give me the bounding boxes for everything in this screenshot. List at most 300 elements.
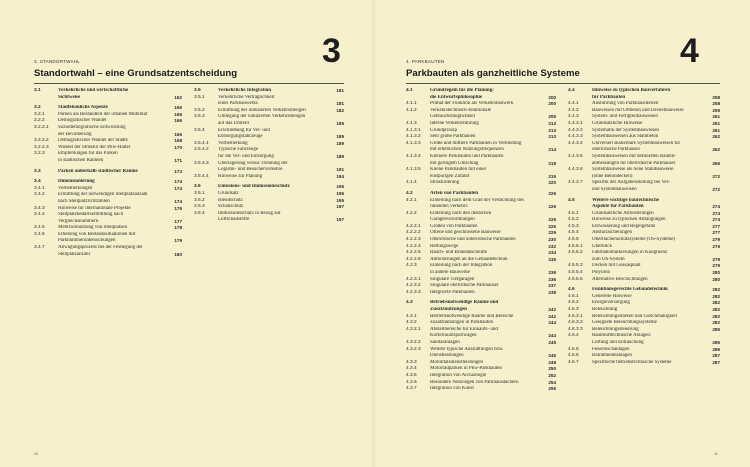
toc-entry-title: Logistik- und Besucherverkehre [218, 167, 283, 173]
toc-entry-number: 3.5.2 [194, 107, 205, 113]
toc-entry-title: Integration von Kunst [430, 386, 474, 392]
toc-entry-title: Garagenverordnungen [430, 217, 475, 223]
toc-entry-title: Polyurea [592, 270, 610, 276]
toc-entry-number: 4.1.3.4 [406, 153, 421, 159]
toc-entry-title: Vergleichsnummern [58, 218, 99, 224]
toc-entry-title: Singuläre Tiefgaragen [430, 276, 475, 282]
toc-entry [568, 270, 720, 277]
toc-entry-title: Lüftung und Entrauchung [592, 339, 644, 345]
toc-entry-title: abmessungen für oberirdische Parkhäuser [592, 160, 676, 166]
toc-entry [568, 224, 720, 231]
toc-entry-page: 229 [548, 230, 556, 236]
toc-entry [406, 353, 556, 360]
toc-entry-title: Verkehrliche Integration [218, 88, 272, 93]
toc-entry-title: Dienstleistungen [430, 353, 464, 359]
toc-entry [194, 147, 344, 154]
toc-entry-page: 248 [548, 359, 556, 365]
toc-entry-page: 168 [174, 138, 182, 144]
toc-entry-title: Ermittlung der induzierten Verkehrsmengen [218, 107, 306, 113]
toc-entry-number: 4.3 [406, 300, 413, 306]
toc-entry-title: Motorradparken in Pkw-Parkbauten [430, 366, 502, 372]
toc-entry-title: Verkehrstechnisch-funktionale [430, 107, 492, 113]
chapter-label: 4. PARKBAUTEN [406, 59, 445, 64]
toc-entry [34, 232, 182, 239]
toc-entry-page: 255 [548, 386, 556, 392]
toc-entry-number: 3.5.4.4 [194, 173, 209, 179]
toc-entry [194, 128, 344, 135]
toc-entry [406, 244, 556, 251]
right-page [378, 0, 750, 467]
toc-entry-page: 213 [548, 134, 556, 140]
toc-entry [568, 287, 720, 294]
toc-entry-title: Parknummeruntersuchungen [58, 238, 116, 244]
toc-entry [406, 174, 556, 181]
toc-entry [406, 340, 556, 347]
toc-entry-title: Universell skalierbare Systembauweisen für [592, 140, 681, 146]
toc-entry-page: 274 [712, 204, 720, 210]
toc-entry [34, 206, 182, 213]
toc-entry-title: oberirdische Parkhäuser [592, 147, 641, 153]
toc-entry-number: 4.5.5 [568, 237, 579, 243]
toc-entry [34, 145, 182, 152]
toc-entry [568, 161, 720, 168]
toc-entry-page: 272 [712, 173, 720, 179]
toc-entry-title: Parken außerhalb städtischer Räume [58, 168, 138, 174]
toc-entry-page: 277 [712, 223, 720, 229]
toc-entry [568, 174, 720, 181]
toc-entry-title: Grundsätzliche Hinweise [592, 120, 643, 126]
toc-entry-title: Dimensionierung [58, 179, 95, 185]
toc-entry [194, 114, 344, 121]
toc-entry-number: 3.6.3 [194, 204, 205, 210]
toc-entry-page: 274 [712, 217, 720, 223]
toc-entry-number: 4.2.3.2 [406, 283, 421, 289]
toc-entry-title: Entsorgungsfahrzeuge [218, 134, 263, 140]
toc-entry [568, 114, 720, 121]
toc-entry [568, 95, 720, 102]
toc-entry-title: Wandel der Struktur der Pkw-Halter [58, 144, 131, 150]
toc-entry-page: 206 [548, 114, 556, 120]
toc-entry-page: 250 [548, 366, 556, 372]
toc-entry [34, 169, 182, 176]
toc-entry-page: 220 [548, 180, 556, 186]
toc-entry-page: 165 [174, 105, 182, 111]
toc-entry-number: 4.2 [406, 190, 413, 196]
toc-entry-title: Offene und geschlossene Bauweise [430, 230, 501, 236]
toc-entry [194, 191, 344, 198]
toc-entry [406, 217, 556, 224]
toc-entry-number: 4.5 [568, 197, 575, 203]
toc-entry-title: Arten von Parkbauten [430, 190, 479, 196]
toc-entry-title: Parken als Bestandteil der urbanen Mobilität [58, 111, 148, 117]
toc-entry [34, 199, 182, 206]
toc-entry-number: 4.4.3.7 [568, 180, 583, 186]
toc-entry-title: zum OS-System [592, 256, 625, 262]
toc-entry-page: 279 [712, 256, 720, 262]
toc-entry-title: Bauweisen mit Ortbeton und Deckelbauweise [592, 107, 684, 113]
toc-entry-title: Luftschadstoffe [218, 217, 250, 223]
toc-entry-page: 279 [712, 263, 720, 269]
toc-entry [406, 224, 556, 231]
toc-entry-title: Rauch- und Brandabschnitte [430, 250, 487, 256]
toc-entry [406, 237, 556, 244]
toc-column-1 [34, 88, 182, 258]
toc-entry-number: 3.2 [34, 105, 41, 111]
toc-entry-number: 3.2.2.3 [34, 144, 49, 150]
toc-entry-title: Emissions- und Immissionsschutz [218, 184, 290, 190]
toc-entry [568, 360, 720, 367]
toc-entry-page: 238 [548, 289, 556, 295]
toc-entry-title: Alternative Beschichtungen [592, 276, 648, 282]
toc-entry-title: Spezifische betriebstechnische Systeme [592, 359, 672, 365]
toc-entry-page: 286 [712, 346, 720, 352]
toc-entry-page: 165 [174, 111, 182, 117]
toc-entry [568, 277, 720, 284]
toc-entry-title: Kofferraumsportwagen [430, 333, 477, 339]
toc-entry-number: 4.5.2 [568, 217, 579, 223]
toc-entry [568, 180, 720, 187]
toc-entry-title: Systembauweisen aus Stahlbeton [592, 134, 659, 140]
toc-entry-number: 3.2.2.2 [34, 138, 49, 144]
toc-entry-number: 4.3.2 [406, 320, 417, 326]
toc-entry-page: 258 [712, 94, 720, 100]
toc-entry-page: 282 [712, 287, 720, 293]
toc-entry-title: Ausführung von Parkhausdecken [592, 101, 659, 107]
toc-entry-title: eines Parkbauwerks [218, 101, 258, 107]
toc-entry-title: Erschließung für Ver- und [218, 127, 270, 133]
toc-entry [406, 198, 556, 205]
toc-entry-number: 3.2.1 [34, 111, 45, 117]
toc-entry-number: 3.6.2 [194, 197, 205, 203]
toc-entry-number: 4.2.1 [406, 197, 417, 203]
toc-entry-page: 285 [712, 326, 720, 332]
toc-entry-title: Singuläre oberirdische Parkhäuser [430, 283, 499, 289]
toc-entry-number: 3.4.1 [34, 185, 45, 191]
toc-entry-page: 200 [548, 94, 556, 100]
toc-entry [406, 320, 556, 327]
toc-entry [34, 252, 182, 259]
toc-entry [406, 114, 556, 121]
toc-entry-number: 4.5.4 [568, 230, 579, 236]
toc-entry [406, 101, 556, 108]
toc-entry-title: Entwässerung und Regelgefälle [592, 223, 656, 229]
toc-entry [406, 250, 556, 257]
toc-entry-number: 3.5.4.1 [194, 140, 209, 146]
toc-entry-title: Abwägungsprozess bei der Festlegung der [58, 245, 143, 251]
toc-entry-title: Funktionsgerechte Gebäudetechnik [592, 287, 668, 293]
toc-entry-page: 189 [336, 134, 344, 140]
toc-entry-number: 4.2.2.6 [406, 256, 421, 262]
toc-entry-title: Systembauweise als reine Stahlbauweise [592, 167, 674, 173]
toc-entry-page: 179 [174, 238, 182, 244]
toc-entry-title: Brandmeldeanlagen [592, 353, 632, 359]
toc-entry-title: für Parkbauten [592, 94, 626, 100]
toc-entry [568, 217, 720, 224]
toc-entry [406, 360, 556, 367]
toc-entry-number: 4.6.5 [568, 346, 579, 352]
toc-entry-page: 182 [336, 107, 344, 113]
toc-entry [406, 257, 556, 264]
toc-entry [568, 154, 720, 161]
toc-entry-page: 230 [548, 237, 556, 243]
toc-entry-number: 4.4.1 [568, 101, 579, 107]
left-page [0, 0, 372, 467]
toc-entry-number: 4.5.5.4 [568, 270, 583, 276]
toc-entry-title: Hinweise zur Planung [218, 173, 263, 179]
toc-entry [194, 88, 344, 95]
toc-entry-page: 282 [712, 300, 720, 306]
toc-entry-title: Sehr große Parkbauten [430, 134, 476, 140]
toc-entry [194, 198, 344, 205]
toc-entry-page: 174 [174, 198, 182, 204]
toc-entry [406, 128, 556, 135]
toc-entry [406, 366, 556, 373]
toc-entry-title: Weitere typische Ausstattungen bzw. [430, 346, 504, 352]
toc-entry-number: 3.5.3 [194, 114, 205, 120]
toc-entry-number: 4.2.2.4 [406, 243, 421, 249]
toc-entry-number: 4.6.3.2 [568, 320, 583, 326]
toc-entry-title: Verkehrliche Verträglichkeit [218, 94, 275, 100]
toc-entry [568, 327, 720, 334]
toc-entry-number: 4.1.3.3 [406, 140, 421, 146]
toc-entry [568, 198, 720, 205]
toc-entry-number: 4.6.2 [568, 300, 579, 306]
toc-entry-title: Blendschutz [218, 197, 243, 203]
toc-entry-title: der Bevölkerung [58, 131, 92, 137]
toc-entry-number: 3.5.4.3 [194, 160, 209, 166]
toc-entry-page: 287 [712, 359, 720, 365]
toc-entry [568, 121, 720, 128]
toc-entry [406, 147, 556, 154]
toc-entry-number: 4.2.2.5 [406, 250, 421, 256]
toc-entry [194, 167, 344, 174]
toc-entry [568, 204, 720, 211]
toc-entry-number: 4.4.3.1 [568, 120, 583, 126]
toc-entry [34, 219, 182, 226]
toc-entry-title: Raumlufttechnische Anlagen: [592, 333, 652, 339]
toc-entry-title: Demografischer Wandel der Städte [58, 138, 128, 144]
toc-entry-title: Hinweise zu typischen Abfangungen [592, 217, 666, 223]
toc-entry-number: 4.6.1 [568, 293, 579, 299]
toc-entry-number: 4.6.7 [568, 359, 579, 365]
toc-entry [34, 186, 182, 193]
toc-entry-number: 4.6.3.1 [568, 313, 583, 319]
toc-entry-page: 170 [174, 144, 182, 150]
toc-entry [34, 245, 182, 252]
toc-entry [568, 237, 720, 244]
toc-entry-page: 176 [174, 205, 182, 211]
toc-entry-title: Gebrauchstauglichkeit [430, 114, 475, 120]
chapter-label: 3. STANDORTWAHL [34, 59, 81, 64]
toc-entry-page: 245 [548, 339, 556, 345]
toc-entry-number: 3.4.2 [34, 192, 45, 198]
toc-entry-title: Demografischer Wandel [58, 118, 107, 124]
toc-entry-number: 3.6.4 [194, 210, 205, 216]
toc-entry-number: 4.1.1 [406, 101, 417, 107]
toc-entry [568, 101, 720, 108]
toc-entry-number: 4.2.2.2 [406, 230, 421, 236]
toc-entry [568, 333, 720, 340]
toc-entry [194, 211, 344, 218]
toc-entry-page: 226 [548, 223, 556, 229]
toc-entry-number: 3.3 [34, 168, 41, 174]
toc-entry-number: 4.1.3.1 [406, 127, 421, 133]
toc-entry-page: 286 [712, 339, 720, 345]
toc-entry [34, 88, 182, 95]
toc-entry-number: 4.4.2 [568, 107, 579, 113]
toc-entry-number: 4.6 [568, 287, 575, 293]
toc-entry-number: 4.5.3 [568, 223, 579, 229]
toc-entry [406, 88, 556, 95]
toc-entry-number: 4.4.3 [568, 114, 579, 120]
toc-entry-number: 4.4.3.4 [568, 140, 583, 146]
toc-entry [34, 138, 182, 145]
toc-entry [568, 307, 720, 314]
toc-entry-title: Abstürzsicherungen [592, 230, 632, 236]
toc-entry-title: Sanitäranlagen [430, 339, 460, 345]
toc-entry-page: 174 [174, 185, 182, 191]
page-number: 11 [714, 452, 718, 456]
toc-entry-number: 4.3.2.1 [406, 326, 421, 332]
toc-entry-page: 173 [174, 168, 182, 174]
toc-entry-title: Systematik der Systembauweisen [592, 127, 659, 133]
toc-entry-title: Besondere Nutzungen von Parkhausdächern [430, 379, 519, 385]
toc-entry-title: ruhenden Verkehrs [430, 204, 468, 210]
title-rule [406, 83, 720, 84]
toc-entry [34, 125, 182, 132]
toc-entry-page: 219 [548, 160, 556, 166]
toc-entry-page: 195 [336, 190, 344, 196]
toc-entry-page: 181 [336, 88, 344, 93]
toc-entry-page: 242 [548, 307, 556, 312]
toc-entry [194, 141, 344, 148]
toc-entry-title: Verkehrliche und wirtschaftliche [58, 88, 129, 93]
toc-entry [406, 386, 556, 393]
toc-entry [406, 108, 556, 115]
chapter-number: 3 [322, 32, 341, 70]
toc-entry [194, 184, 344, 191]
toc-entry [568, 134, 720, 141]
toc-entry-title: (ohne Betondecken) [592, 173, 633, 179]
toc-entry-page: 282 [712, 293, 720, 299]
toc-entry-number: 4.6.3 [568, 307, 579, 312]
toc-entry-page: 259 [712, 107, 720, 113]
toc-entry-title: Hinweise zu typischen Bauverfahren [592, 88, 671, 93]
toc-entry [194, 134, 344, 141]
toc-entry [406, 314, 556, 321]
toc-entry-title: Ermittlung der notwendigen Stellplatzanzahl [58, 192, 148, 198]
toc-entry-title: mit erheblichen Nutzungsfrequenzen [430, 147, 504, 153]
toc-entry-page: 282 [712, 320, 720, 326]
toc-entry [406, 300, 556, 307]
toc-entry-page: 232 [548, 243, 556, 249]
toc-entry [406, 327, 556, 334]
toc-entry [194, 161, 344, 168]
toc-entry [34, 192, 182, 199]
toc-entry-number: 4.5.5.2 [568, 250, 583, 256]
toc-entry [194, 154, 344, 161]
toc-entry-page: 258 [712, 101, 720, 107]
toc-entry-page: 236 [548, 276, 556, 282]
toc-entry [406, 270, 556, 277]
toc-entry-number: 4.3.4 [406, 366, 417, 372]
toc-entry [406, 167, 556, 174]
toc-entry [568, 257, 720, 264]
toc-entry-number: 3.2.3 [34, 151, 45, 157]
toc-entry [34, 179, 182, 186]
toc-entry-page: 261 [712, 120, 720, 126]
toc-entry-title: Aspekte für Parkbauten [592, 204, 644, 210]
toc-entry-title: Decken mit Gussasphalt [592, 263, 641, 269]
toc-entry-page: 246 [548, 353, 556, 359]
toc-entry [34, 212, 182, 219]
toc-entry-number: 4.3.1 [406, 313, 417, 319]
toc-entry [406, 277, 556, 284]
toc-entry [568, 141, 720, 148]
toc-entry-page: 185 [336, 120, 344, 126]
toc-entry [406, 290, 556, 297]
toc-entry-page: 262 [712, 134, 720, 140]
toc-entry-number: 4.2.3.1 [406, 276, 421, 282]
toc-entry-number: 3.4.6 [34, 231, 45, 237]
toc-entry-title: Oberirdische und unterirdische Parkbauten [430, 237, 516, 243]
toc-entry-page: 280 [712, 270, 720, 276]
toc-entry-number: 3.4.5 [34, 225, 45, 231]
toc-entry-page: 189 [336, 153, 344, 159]
toc-entry-page: 171 [174, 157, 182, 163]
chapter-title: Parkbauten als ganzheitliche Systeme [406, 68, 580, 79]
toc-entry-page: 261 [712, 114, 720, 120]
toc-entry [406, 347, 556, 354]
toc-entry [34, 95, 182, 102]
toc-entry-page: 282 [712, 307, 720, 312]
toc-entry [406, 263, 556, 270]
toc-entry-page: 287 [712, 353, 720, 359]
toc-entry-title: nach Stellplatzrichtzahlen [58, 198, 110, 204]
toc-entry [568, 211, 720, 218]
toc-entry-page: 219 [548, 173, 556, 179]
toc-entry-title: Stellplatzbedarfsermittlung nach [58, 212, 124, 218]
toc-entry [406, 134, 556, 141]
toc-entry-title: mit geringem Umschlag [430, 160, 479, 166]
toc-entry-number: 3.6.1 [194, 190, 205, 196]
toc-entry-page: 213 [548, 120, 556, 126]
toc-entry-number: 4.4.3.5 [568, 153, 583, 159]
toc-entry-title: Grundsätzliche Anforderungen [592, 210, 654, 216]
toc-entry-number: 3.5.1 [194, 94, 205, 100]
toc-entry-number: 3.4.3 [34, 205, 45, 211]
toc-entry-number: 4.5.5.3 [568, 263, 583, 269]
toc-entry-title: Grundprinzip [430, 127, 457, 133]
toc-entry-title: für die Ver- und Entsorgung [218, 153, 274, 159]
toc-entry-title: Stellplatzanzahl [58, 251, 90, 257]
toc-entry-title: Primat der Funktion als Verkehrsbauwerk [430, 101, 514, 107]
toc-entry-title: Rettungswege [430, 243, 459, 249]
toc-entry-title: Hinweise für internationale Projekte [58, 205, 131, 211]
toc-entry-page: 226 [548, 204, 556, 210]
title-rule [34, 83, 344, 84]
toc-entry-title: Beleuchtung [592, 307, 618, 312]
toc-entry-page: 261 [712, 127, 720, 133]
toc-entry-page: 279 [712, 243, 720, 249]
toc-entry-title: Umlegung der induzierten Verkehrsmengen [218, 114, 306, 120]
toc-entry-page: 277 [712, 230, 720, 236]
toc-entry [568, 340, 720, 347]
toc-entry-number: 4.1.4 [406, 180, 417, 186]
toc-entry [406, 121, 556, 128]
toc-entry [568, 147, 720, 154]
toc-entry-number: 4.5.5.1 [568, 243, 583, 249]
